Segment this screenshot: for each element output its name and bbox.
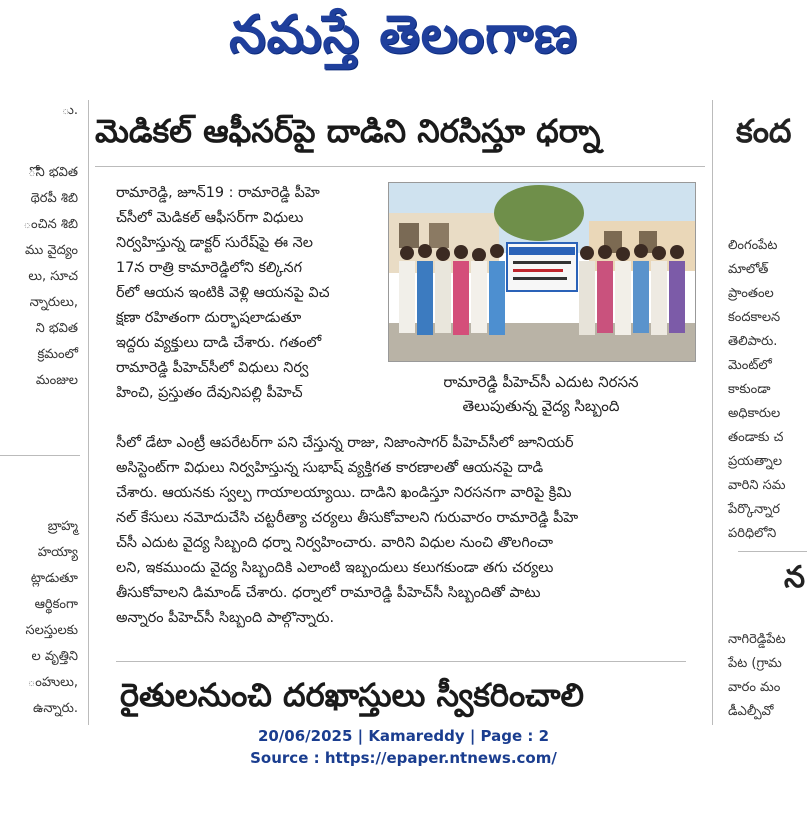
- right-line: డీఎల్పీవో: [728, 704, 774, 719]
- right-line: వారం మం: [728, 680, 781, 695]
- body-line: అన్నారం పీహెచ్‌సీ సిబ్బంది పాల్గొన్నారు.: [116, 610, 335, 626]
- left-line: హయ్యా: [37, 545, 78, 560]
- right-line: మాలోత్: [728, 262, 769, 277]
- left-line: ట్లాడుతూ: [30, 571, 78, 586]
- headline-rule: [95, 166, 705, 167]
- body-line: నిర్వహిస్తున్న డాక్టర్ సురేష్‌పై ఈ నెల: [116, 235, 313, 251]
- left-line: ము వైద్యం: [25, 243, 78, 258]
- right-line: పేర్కొన్నార: [728, 502, 780, 517]
- left-line: సలస్తులకు: [25, 623, 78, 638]
- left-line: ోని భవిత: [28, 165, 78, 180]
- right-line: తెలిపారు.: [728, 334, 778, 349]
- left-line: ఆర్థికంగా: [34, 597, 78, 612]
- body-line: 17న రాత్రి కామారెడ్డిలోని కల్కినగ: [116, 260, 302, 276]
- right-column: [724, 95, 807, 735]
- body-line: రామారెడ్డి పీహెచ్‌సీలో విధులు నిర్వ: [116, 360, 309, 376]
- body-line: తీసుకోవాలని డిమాండ్ చేశారు. ధర్నాలో రామారెడ్డి పీహెచ్‌సీ సిబ్బందితో పాటు: [116, 585, 541, 601]
- body-line: అసిస్టెంట్‌గా విధులు నిర్వహిస్తున్న సుభాష్ వ్యక్తిగత కారణాలతో ఆయనపై దాడి: [116, 460, 544, 476]
- left-line: ంచిన శిబి: [23, 217, 78, 232]
- newspaper-title: నమస్తే తెలంగాణ: [229, 4, 578, 65]
- article-headline: మెడికల్ ఆఫీసర్‌పై దాడిని నిరసిస్తూ ధర్నా: [95, 112, 601, 150]
- column-divider-left: [88, 100, 89, 725]
- left-line: క్రమంలో: [37, 347, 78, 362]
- photo-caption-line: తెలుపుతున్న వైద్య సిబ్బంది: [462, 397, 620, 415]
- right-line: కందకాలన: [728, 310, 781, 325]
- right-line: అధికారుల: [728, 406, 781, 421]
- left-line: లు, సూచ: [28, 269, 78, 284]
- body-line: చేశారు. ఆయనకు స్వల్ప గాయాలయ్యాయి. దాడిని ఖండిస్తూ నిరసనగా వారిపై క్రిమి: [116, 485, 572, 501]
- masthead: [0, 0, 807, 82]
- body-line: సీలో డేటా ఎంట్రీ ఆపరేటర్‌గా పని చేస్తున్న రాజు, నిజాంసాగర్ పీహెచ్‌సీలో జూనియర్: [116, 435, 574, 451]
- right-sub-headline: న: [784, 560, 806, 595]
- left-line: బ్రాహ్మ: [47, 519, 78, 534]
- left-line: థెరపీ శిబి: [30, 191, 78, 206]
- left-divider: [0, 455, 80, 456]
- right-line: కాకుండా: [728, 382, 771, 397]
- body-line: క్షణా రహితంగా దుర్భాషలాడుతూ: [116, 310, 302, 326]
- right-line: మెంట్‌లో: [728, 358, 772, 373]
- body-line: నల్ కేసులు నమోదుచేసి చట్టరీత్యా చర్యలు తీసుకోవాలని గురువారం రామారెడ్డి పీహె: [116, 510, 579, 526]
- right-line: పేట (గ్రామ: [728, 656, 782, 671]
- photo-caption: [388, 370, 694, 418]
- right-headline: కంద: [736, 112, 792, 150]
- article-bottom-rule: [116, 661, 686, 662]
- photo-caption-line: రామారెడ్డి పీహెచ్‌సీ ఎదుట నిరసన: [443, 373, 639, 391]
- body-line: ర్‌లో ఆయన ఇంటికి వెళ్లి ఆయనపై విచ: [116, 285, 330, 301]
- right-line: ప్రాంతంల: [728, 286, 774, 301]
- right-line: తండాకు చ: [728, 430, 784, 445]
- left-line: ంహులు,: [27, 675, 78, 690]
- right-line: పరిధిలోని: [728, 526, 777, 541]
- left-line: న్నారులు,: [29, 295, 78, 310]
- left-line: ు.: [61, 103, 78, 118]
- body-line: ఇద్దరు వ్యక్తులు దాడి చేశారు. గతంలో: [116, 335, 322, 351]
- right-line: నాగిరెడ్డిపేట: [728, 632, 786, 647]
- body-line: చ్‌సీ ఎదుట వైద్య సిబ్బంది ధర్నా నిర్వహించారు. వారిని విధుల నుంచి తొలగించా: [116, 535, 553, 551]
- left-line: ఉన్నారు.: [33, 701, 78, 716]
- article-photo: [388, 182, 696, 362]
- right-divider: [738, 551, 807, 552]
- column-divider-right: [712, 100, 713, 725]
- second-headline: రైతులనుంచి దరఖాస్తులు స్వీకరించాలి: [120, 676, 584, 714]
- right-line: ప్రయత్నాల: [728, 454, 783, 469]
- body-line: చ్‌సీలో మెడికల్ ఆఫీసర్‌గా విధులు: [116, 210, 304, 226]
- source-link[interactable]: Source : https://epaper.ntnews.com/: [250, 749, 557, 767]
- edition-info: 20/06/2025 | Kamareddy | Page : 2: [257, 727, 550, 745]
- body-line: రామారెడ్డి, జూన్19 : రామారెడ్డి పీహె: [116, 185, 320, 201]
- page-footer: [0, 725, 807, 769]
- body-line: లని, ఇకముందు వైద్య సిబ్బందికి ఎలాంటి ఇబ్బందులు కలుగకుండా తగు చర్యలు: [116, 560, 554, 576]
- left-line: మంజుల: [35, 373, 78, 388]
- left-line: ల వృత్తిని: [31, 649, 78, 664]
- right-line: వారిని సమ: [728, 478, 786, 493]
- right-line: లింగంపేట: [728, 238, 778, 253]
- protest-photo-illustration: [389, 183, 695, 361]
- left-line: ని భవిత: [35, 321, 78, 336]
- left-column: [0, 95, 84, 735]
- body-line: హించి, ప్రస్తుతం దేవునిపల్లి పీహెచ్: [116, 385, 303, 401]
